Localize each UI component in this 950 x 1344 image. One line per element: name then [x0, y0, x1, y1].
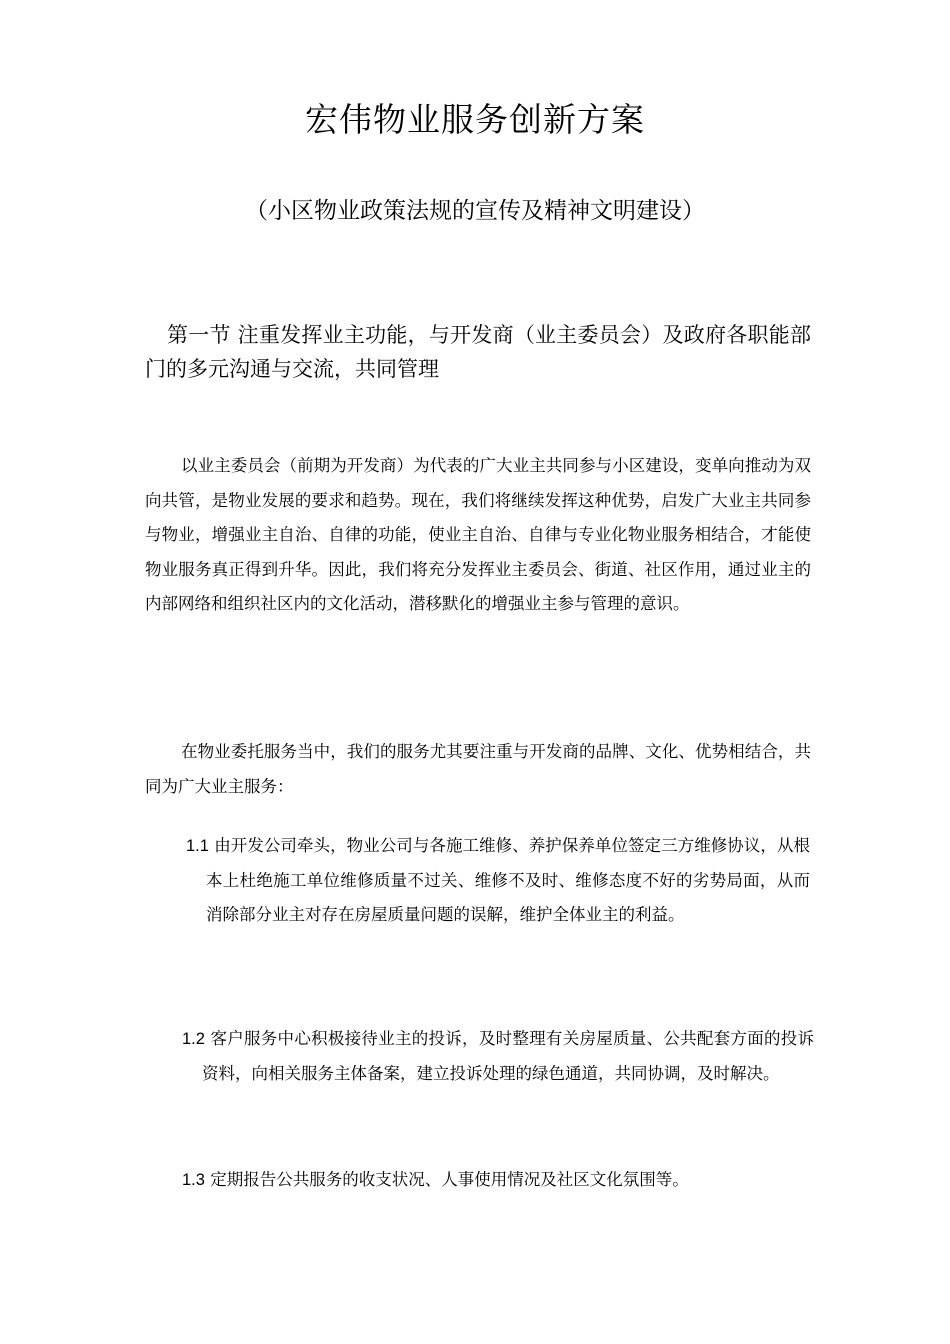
list-item-text: 由开发公司牵头，物业公司与各施工维修、养护保养单位签定三方维修协议，从根本上杜绝施工单位维修质量不过关、维修不及时、维修态度不好的劣势局面，从而消除部分业主对存在房屋质量问题的误解，维护全体业主的利益。 — [206, 836, 810, 924]
list-item-text: 定期报告公共服务的收支状况、人事使用情况及社区文化氛围等。 — [210, 1170, 689, 1189]
list-item-number: 1.2 — [182, 1030, 205, 1048]
list-item-number: 1.1 — [186, 837, 209, 855]
list-item-number: 1.3 — [182, 1171, 205, 1189]
list-item-text: 客户服务中心积极接待业主的投诉，及时整理有关房屋质量、公共配套方面的投诉资料，向相关服务主体备案，建立投诉处理的绿色通道，共同协调，及时解决。 — [202, 1029, 815, 1083]
section-heading: 第一节 注重发挥业主功能，与开发商（业主委员会）及政府各职能部门的多元沟通与交流，共同管理 — [145, 323, 811, 381]
document-subtitle: （小区物业政策法规的宣传及精神文明建设） — [245, 198, 705, 224]
body-paragraph: 以业主委员会（前期为开发商）为代表的广大业主共同参与小区建设，变单向推动为双向共管，是物业发展的要求和趋势。现在，我们将继续发挥这种优势，启发广大业主共同参与物业，增强业主自治、自律的功能，使业主自治、自律与专业化物业服务相结合，才能使物业服务真正得到升华。因此，我们将充分发挥业主委员会、街道、社区作用，通过业主的内部网络和组织社区内的文化活动，潜移默化的增强业主参与管理的意识。 — [145, 456, 811, 613]
list-item — [186, 829, 810, 933]
list-item — [182, 1163, 812, 1198]
list-item — [182, 1022, 815, 1091]
body-paragraph: 在物业委托服务当中，我们的服务尤其要注重与开发商的品牌、文化、优势相结合，共同为广大业主服务： — [145, 742, 811, 796]
document-title: 宏伟物业服务创新方案 — [305, 100, 645, 139]
